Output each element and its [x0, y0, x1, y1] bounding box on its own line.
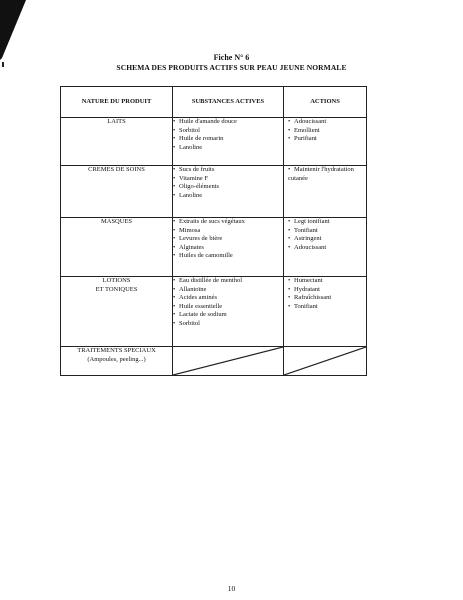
title-block	[0, 53, 463, 73]
nature-cell	[61, 166, 173, 218]
substances-cell	[173, 277, 284, 347]
actions-cell	[284, 277, 367, 347]
substance-item: • Levures de bière	[173, 235, 223, 243]
action-item: • Humectant	[288, 277, 323, 284]
action-item: • Legt tonifiant	[288, 218, 330, 225]
table-row	[61, 166, 367, 218]
substance-item: • Extraits de sucs végétaux	[173, 218, 245, 225]
column-header-nature: NATURE DU PRODUIT	[61, 87, 173, 118]
nature-line: CREMES DE SOINS	[88, 166, 145, 173]
substance-item: • Sucs de fruits	[173, 166, 215, 173]
column-header-actions: ACTIONS	[284, 87, 367, 118]
action-item: • Tonifiant	[288, 302, 318, 310]
nature-line: LOTIONS	[102, 277, 131, 284]
substance-item: • Sorbitol	[173, 319, 200, 327]
substances-cell	[173, 218, 284, 277]
products-table	[60, 86, 367, 376]
action-item: • Astringent	[288, 235, 322, 243]
substance-item: • Huile d'amande douce	[173, 118, 237, 125]
nature-line: (Ampoules, peeling...)	[87, 355, 146, 363]
substance-item: • Lactate de sodium	[173, 311, 227, 319]
substance-item: • Huiles de camomille	[173, 252, 233, 260]
action-item: • Adoucissant	[288, 118, 327, 125]
diagonal-strike	[173, 347, 283, 375]
fiche-title: Fiche N° 6	[213, 53, 250, 62]
action-item: • Rafraîchissant	[288, 294, 332, 302]
substances-cell	[173, 166, 284, 218]
action-item: • Tonifiant	[288, 226, 318, 234]
actions-cell	[284, 166, 367, 218]
column-header-substances: SUBSTANCES ACTIVES	[173, 87, 284, 118]
empty-actions-cell	[284, 347, 367, 376]
diagonal-strike	[284, 347, 366, 375]
substance-item: • Eau distillée de menthol	[173, 277, 242, 284]
substance-item: • Huile essentielle	[173, 302, 223, 310]
substance-item: • Oligo-éléments	[173, 183, 220, 191]
action-item: • Maintenir l'hydratation cutanée	[288, 166, 354, 182]
action-item: • Purifiant	[288, 135, 317, 143]
action-item: • Emollient	[288, 126, 320, 134]
actions-cell	[284, 218, 367, 277]
page-number: 10	[227, 584, 236, 593]
nature-line: LAITS	[107, 118, 126, 125]
nature-cell	[61, 347, 173, 376]
actions-cell	[284, 118, 367, 166]
nature-line: ET TONIQUES	[95, 285, 138, 293]
nature-line: MASQUES	[100, 218, 133, 225]
table-row	[61, 347, 367, 376]
table-header-row	[61, 87, 367, 118]
nature-cell	[61, 277, 173, 347]
substance-item: • Sorbitol	[173, 126, 200, 134]
table-row	[61, 277, 367, 347]
schema-title: SCHEMA DES PRODUITS ACTIFS SUR PEAU JEUNE NORMALE	[116, 63, 347, 72]
empty-substances-cell	[173, 347, 284, 376]
substance-item: • Mimosa	[173, 226, 201, 234]
substance-item: • Acides aminés	[173, 294, 218, 302]
substance-item: • Vitamine F	[173, 174, 209, 182]
substance-item: • Lanoline	[173, 143, 203, 151]
substances-cell	[173, 118, 284, 166]
action-item: • Hydratant	[288, 285, 320, 293]
substance-item: • Lanoline	[173, 191, 203, 199]
nature-cell	[61, 118, 173, 166]
substance-item: • Huile de romarin	[173, 135, 224, 143]
action-item: • Adoucissant	[288, 243, 327, 251]
nature-line: TRAITEMENTS SPECIAUX	[77, 347, 156, 354]
table-row	[61, 218, 367, 277]
nature-cell	[61, 218, 173, 277]
substance-item: • Allantoïne	[173, 285, 207, 293]
table-row	[61, 118, 367, 166]
substance-item: • Alginates	[173, 243, 204, 251]
